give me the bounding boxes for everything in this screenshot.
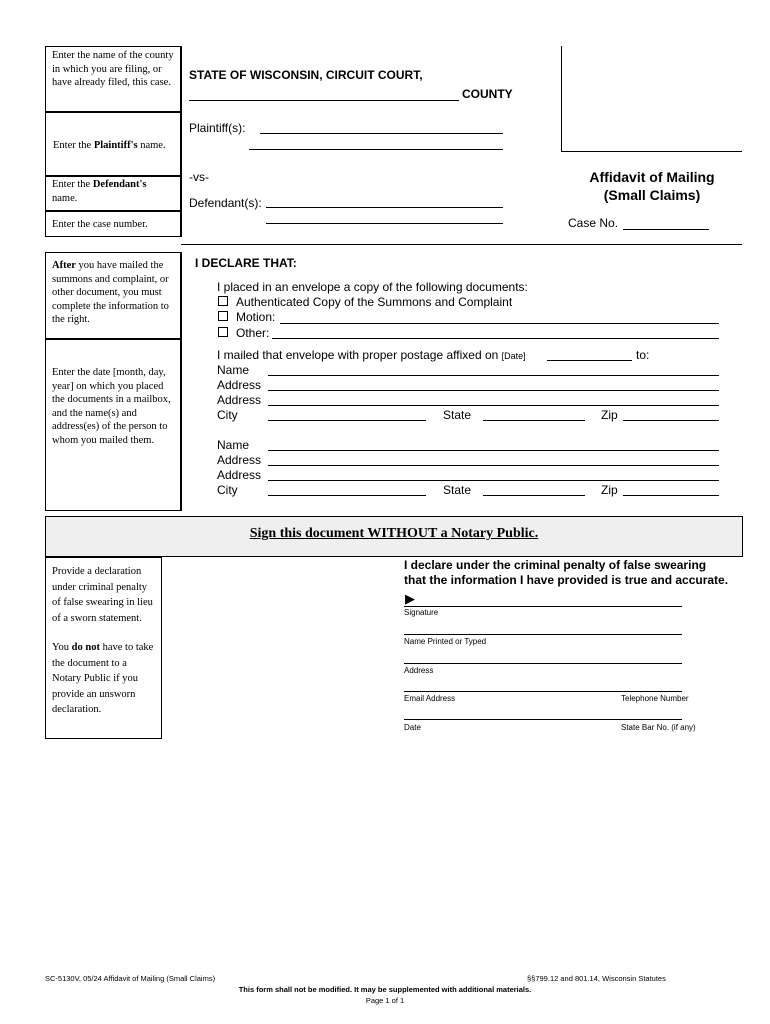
name-printed-label: Name Printed or Typed bbox=[404, 637, 487, 646]
recipient-2-zip-input[interactable] bbox=[623, 495, 719, 496]
declare-heading: I DECLARE THAT: bbox=[195, 256, 297, 270]
recipient-2-address-label-2: Address bbox=[217, 468, 262, 482]
mailed-to-label: to: bbox=[636, 348, 650, 362]
after-instruction-text: After you have mailed the summons and complaint, or other document, you must complete the information to the right. bbox=[52, 260, 169, 325]
bar-no-label: State Bar No. (if any) bbox=[621, 723, 696, 732]
county-input-line[interactable] bbox=[189, 100, 459, 101]
recipient-1-zip-label: Zip bbox=[601, 408, 618, 422]
header-bottom-rule bbox=[181, 244, 742, 245]
signature-input-line[interactable] bbox=[404, 606, 682, 607]
summons-option-label: Authenticated Copy of the Summons and Complaint bbox=[236, 295, 513, 309]
vs-label: -vs- bbox=[189, 170, 209, 184]
after-instruction-box bbox=[45, 252, 181, 339]
county-instruction-text: Enter the name of the county in which you are filing, or have already filed, this case. bbox=[52, 50, 174, 88]
case-no-label: Case No. bbox=[568, 216, 619, 230]
defendant-instruction-box bbox=[45, 176, 181, 211]
recipient-1-name-label: Name bbox=[217, 363, 250, 377]
motion-checkbox[interactable] bbox=[218, 311, 228, 321]
recipient-2-address-input-1[interactable] bbox=[268, 465, 719, 466]
defendant-label: Defendant(s): bbox=[189, 196, 262, 210]
other-input-line[interactable] bbox=[272, 338, 719, 339]
defendant-instruction-text: Enter the Defendant's name. bbox=[52, 179, 147, 204]
recipient-1-name-input[interactable] bbox=[268, 375, 719, 376]
county-label: COUNTY bbox=[462, 87, 513, 101]
plaintiff-input-line-1[interactable] bbox=[260, 133, 503, 134]
recipient-2-address-label: Address bbox=[217, 453, 262, 467]
mailed-text: I mailed that envelope with proper postage affixed on [Date] bbox=[217, 348, 526, 362]
recipient-1-state-input[interactable] bbox=[483, 420, 585, 421]
header-divider-left bbox=[181, 46, 182, 237]
defendant-input-line-1[interactable] bbox=[266, 207, 503, 208]
court-heading: STATE OF WISCONSIN, CIRCUIT COURT, bbox=[189, 68, 423, 82]
notary-instruction-text: You do not have to take the document to a Notary Public if you provide an unsworn declaration. bbox=[52, 642, 154, 715]
form-title-line-2: (Small Claims) bbox=[603, 187, 701, 203]
recipient-1-zip-input[interactable] bbox=[623, 420, 719, 421]
summons-checkbox[interactable] bbox=[218, 296, 228, 306]
declaration-instruction-box bbox=[45, 557, 162, 739]
plaintiff-instruction-text: Enter the Plaintiff's name. bbox=[53, 140, 166, 151]
sign-banner bbox=[45, 516, 743, 557]
email-label: Email Address bbox=[404, 694, 456, 703]
recipient-1-address-input-1[interactable] bbox=[268, 390, 719, 391]
recipient-1-city-input[interactable] bbox=[268, 420, 426, 421]
penalty-declaration-line-2: that the information I have provided is true and accurate. bbox=[404, 573, 729, 587]
phone-label: Telephone Number bbox=[621, 694, 689, 703]
motion-option-label: Motion: bbox=[236, 310, 276, 324]
recipient-1-city-label: City bbox=[217, 408, 238, 422]
header-divider-right bbox=[561, 46, 562, 151]
recipient-2-city-label: City bbox=[217, 483, 238, 497]
recipient-2-state-input[interactable] bbox=[483, 495, 585, 496]
date-label: Date bbox=[404, 723, 421, 732]
date-instruction-text: Enter the date [month, day, year] on which you placed the documents in a mailbox, and the name(s) and address(es) of the person to whom you mailed them. bbox=[52, 367, 171, 446]
recipient-1-address-label: Address bbox=[217, 378, 262, 392]
plaintiff-input-line-2[interactable] bbox=[249, 149, 503, 150]
body-divider bbox=[181, 252, 182, 511]
other-option-label: Other: bbox=[236, 326, 270, 340]
plaintiff-instruction-box bbox=[45, 112, 181, 176]
declaration-instruction-text: Provide a declaration under criminal penalty of false swearing in lieu of a sworn statement. bbox=[52, 566, 153, 624]
motion-input-line[interactable] bbox=[280, 323, 719, 324]
plaintiff-label: Plaintiff(s): bbox=[189, 121, 246, 135]
recipient-2-zip-label: Zip bbox=[601, 483, 618, 497]
footer-statutes: §§799.12 and 801.14, Wisconsin Statutes bbox=[527, 974, 666, 983]
recipient-2-city-input[interactable] bbox=[268, 495, 426, 496]
mailed-date-input-line[interactable] bbox=[547, 360, 632, 361]
placed-text: I placed in an envelope a copy of the following documents: bbox=[217, 280, 528, 294]
signature-label: Signature bbox=[404, 608, 439, 617]
footer-notice: This form shall not be modified. It may be supplemented with additional materials. bbox=[238, 985, 532, 994]
recipient-2-name-input[interactable] bbox=[268, 450, 719, 451]
form-title-line-1: Affidavit of Mailing bbox=[589, 169, 715, 185]
form-title bbox=[571, 168, 733, 204]
penalty-declaration-line-1: I declare under the criminal penalty of false swearing bbox=[404, 558, 707, 572]
mailed-date-hint: [Date] bbox=[501, 351, 526, 361]
footer-form-id: SC-5130V, 05/24 Affidavit of Mailing (Small Claims) bbox=[45, 974, 216, 983]
sign-banner-text: Sign this document WITHOUT a Notary Public. bbox=[249, 526, 539, 541]
other-checkbox[interactable] bbox=[218, 327, 228, 337]
defendant-input-line-2[interactable] bbox=[266, 223, 503, 224]
name-printed-input-line[interactable] bbox=[404, 634, 682, 635]
recipient-2-address-input-2[interactable] bbox=[268, 480, 719, 481]
address-label: Address bbox=[404, 666, 434, 675]
recipient-1-address-label-2: Address bbox=[217, 393, 262, 407]
address-input-line[interactable] bbox=[404, 663, 682, 664]
date-instruction-box bbox=[45, 339, 181, 511]
header-divider-right-bottom bbox=[561, 151, 742, 152]
case-no-input-line[interactable] bbox=[623, 229, 709, 230]
signature-arrow-icon: ▶ bbox=[405, 591, 415, 606]
case-instruction-box bbox=[45, 211, 181, 237]
county-instruction-box bbox=[45, 46, 181, 112]
date-barno-input-line[interactable] bbox=[404, 719, 682, 720]
case-instruction-text: Enter the case number. bbox=[52, 219, 148, 230]
recipient-1-address-input-2[interactable] bbox=[268, 405, 719, 406]
recipient-2-name-label: Name bbox=[217, 438, 250, 452]
footer-page-number: Page 1 of 1 bbox=[365, 996, 405, 1005]
recipient-2-state-label: State bbox=[443, 483, 472, 497]
email-phone-input-line[interactable] bbox=[404, 691, 682, 692]
recipient-1-state-label: State bbox=[443, 408, 472, 422]
